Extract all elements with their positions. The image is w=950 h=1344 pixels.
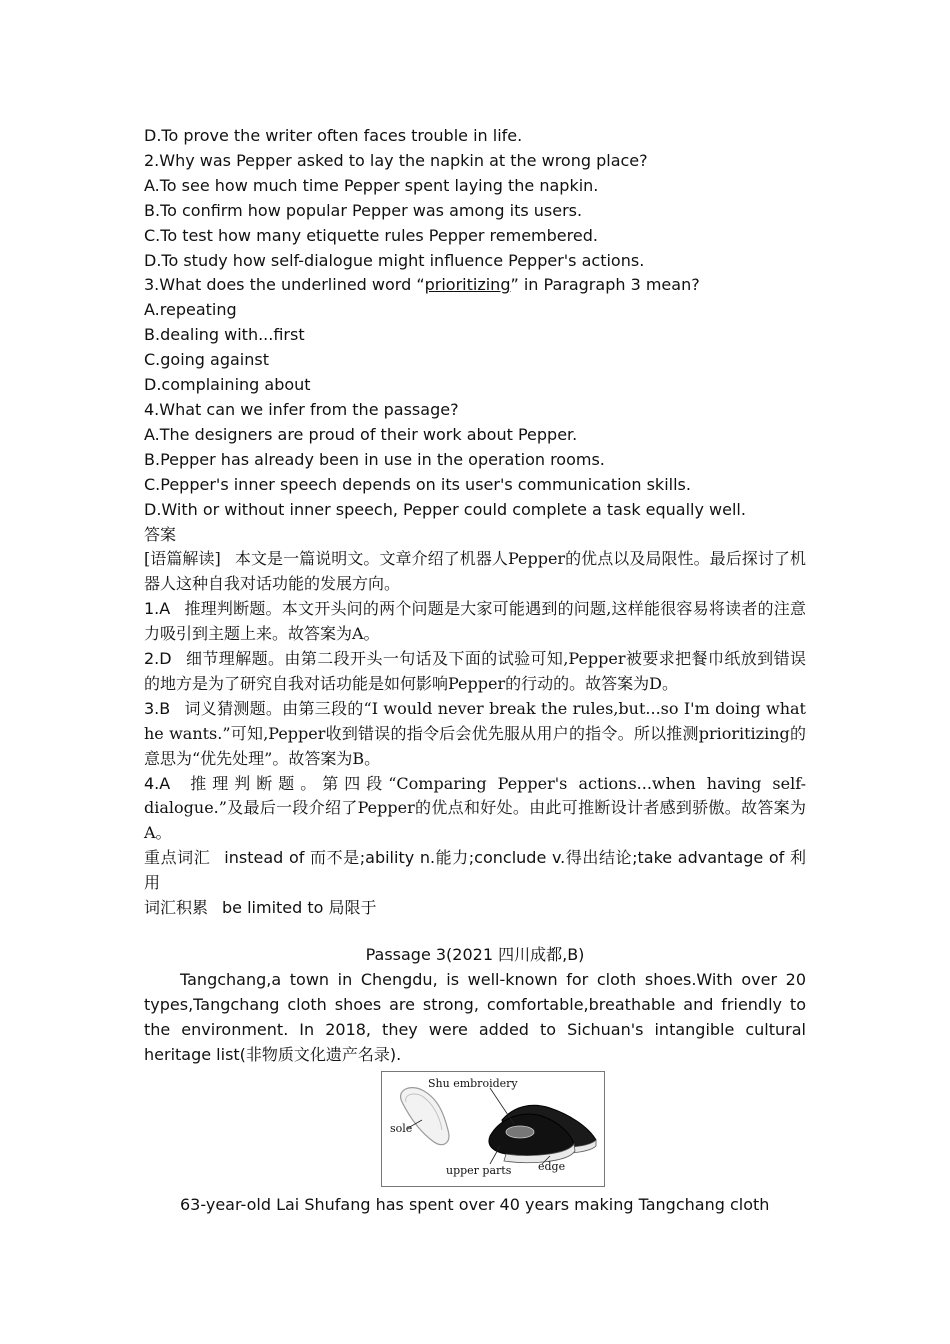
accumulate-label: 词汇积累 bbox=[144, 898, 209, 918]
answer-heading: 答案 bbox=[144, 524, 177, 544]
answer-text: 推理判断题。第四段“Comparing Pepper's actions...when having self-dialogue.”及最后一段介绍了Pepper的优点和好处。由此可推断设计者感到骄傲。故答案为A。 bbox=[144, 773, 806, 843]
vocab-label: 重点词汇 bbox=[144, 848, 211, 868]
question-line: B.Pepper has already been in use in the operation rooms. bbox=[144, 449, 605, 469]
embroidery-label: Shu embroidery bbox=[428, 1076, 518, 1090]
edge-label: edge bbox=[538, 1159, 566, 1173]
question-list bbox=[144, 124, 806, 523]
answer-text: 推理判断题。本文开头问的两个问题是大家可能遇到的问题,这样能很容易将读者的注意力吸引到主题上来。故答案为A。 bbox=[144, 599, 806, 644]
embroidery-pointer bbox=[490, 1088, 514, 1124]
answer-item bbox=[144, 597, 806, 647]
underlined-word: prioritizing bbox=[424, 275, 511, 295]
question-line: D.With or without inner speech, Pepper could complete a task equally well. bbox=[144, 499, 746, 519]
question-line: A.The designers are proud of their work about Pepper. bbox=[144, 424, 578, 444]
question-line: 4.What can we infer from the passage? bbox=[144, 399, 459, 419]
question-line: D.To study how self-dialogue might influence Pepper's actions. bbox=[144, 250, 645, 270]
answer-label: 2.D bbox=[144, 649, 172, 669]
question-line: A.repeating bbox=[144, 300, 237, 320]
accumulate-text: be limited to 局限于 bbox=[222, 898, 377, 918]
question-line: 3.What does the underlined word “prioritizing” in Paragraph 3 mean? bbox=[144, 275, 700, 295]
answer-text: 词义猜测题。由第三段的“I would never break the rules,but...so I'm doing what he wants.”可知,Pepper收到错误的指令后会优先服从用户的指令。所以推测prioritizing的意思为“优先处理”。故答案为B。 bbox=[144, 698, 806, 768]
question-line: B.dealing with...first bbox=[144, 325, 305, 345]
embroidery-pattern bbox=[506, 1126, 534, 1138]
sole-shape bbox=[401, 1087, 449, 1144]
sole-label: sole bbox=[390, 1121, 413, 1135]
key-vocabulary bbox=[144, 846, 806, 896]
passage-analysis bbox=[144, 547, 806, 597]
question-line: C.going against bbox=[144, 350, 269, 370]
question-line: D.complaining about bbox=[144, 375, 311, 395]
question-line: 2.Why was Pepper asked to lay the napkin at the wrong place? bbox=[144, 150, 648, 170]
answer-text: 细节理解题。由第二段开头一句话及下面的试验可知,Pepper被要求把餐巾纸放到错误的地方是为了研究自我对话功能是如何影响Pepper的行动的。故答案为D。 bbox=[144, 649, 806, 693]
document-page bbox=[144, 124, 806, 1217]
answer-item bbox=[144, 647, 806, 697]
upper-parts-label: upper parts bbox=[446, 1163, 512, 1177]
passage-paragraph: 63-year-old Lai Shufang has spent over 40 years making Tangchang cloth bbox=[180, 1194, 770, 1214]
answer-label: 1.A bbox=[144, 599, 171, 619]
answer-label: 3.B bbox=[144, 698, 171, 718]
section-gap bbox=[144, 921, 806, 943]
question-line: B.To confirm how popular Pepper was among its users. bbox=[144, 200, 583, 220]
answer-label: 4.A bbox=[144, 773, 171, 793]
question-line: D.To prove the writer often faces trouble in life. bbox=[144, 126, 523, 145]
passage-paragraph: Tangchang,a town in Chengdu, is well-known for cloth shoes.With over 20 types,Tangchang cloth shoes are strong, comfortable,breathable and friendly to the environment. In 2018, they were added to Sichuan's intangible cultural heritage list(非物质文化遗产名录). bbox=[144, 969, 806, 1064]
question-line: A.To see how much time Pepper spent laying the napkin. bbox=[144, 175, 599, 195]
question-line: C.To test how many etiquette rules Pepper remembered. bbox=[144, 225, 598, 245]
answer-item bbox=[144, 697, 806, 772]
cloth-shoe-figure bbox=[381, 1071, 605, 1187]
answer-item bbox=[144, 772, 806, 847]
vocab-text: instead of 而不是;ability n.能力;conclude v.得出结论;take advantage of 利用 bbox=[144, 848, 806, 893]
vocabulary-accumulation bbox=[144, 896, 806, 921]
question-line: C.Pepper's inner speech depends on its user's communication skills. bbox=[144, 474, 691, 494]
analysis-text: 本文是一篇说明文。文章介绍了机器人Pepper的优点以及局限性。最后探讨了机器人这种自我对话功能的发展方向。 bbox=[144, 549, 806, 594]
passage-title: Passage 3(2021 四川成都,B) bbox=[365, 945, 585, 964]
analysis-label: [语篇解读] bbox=[144, 549, 221, 569]
